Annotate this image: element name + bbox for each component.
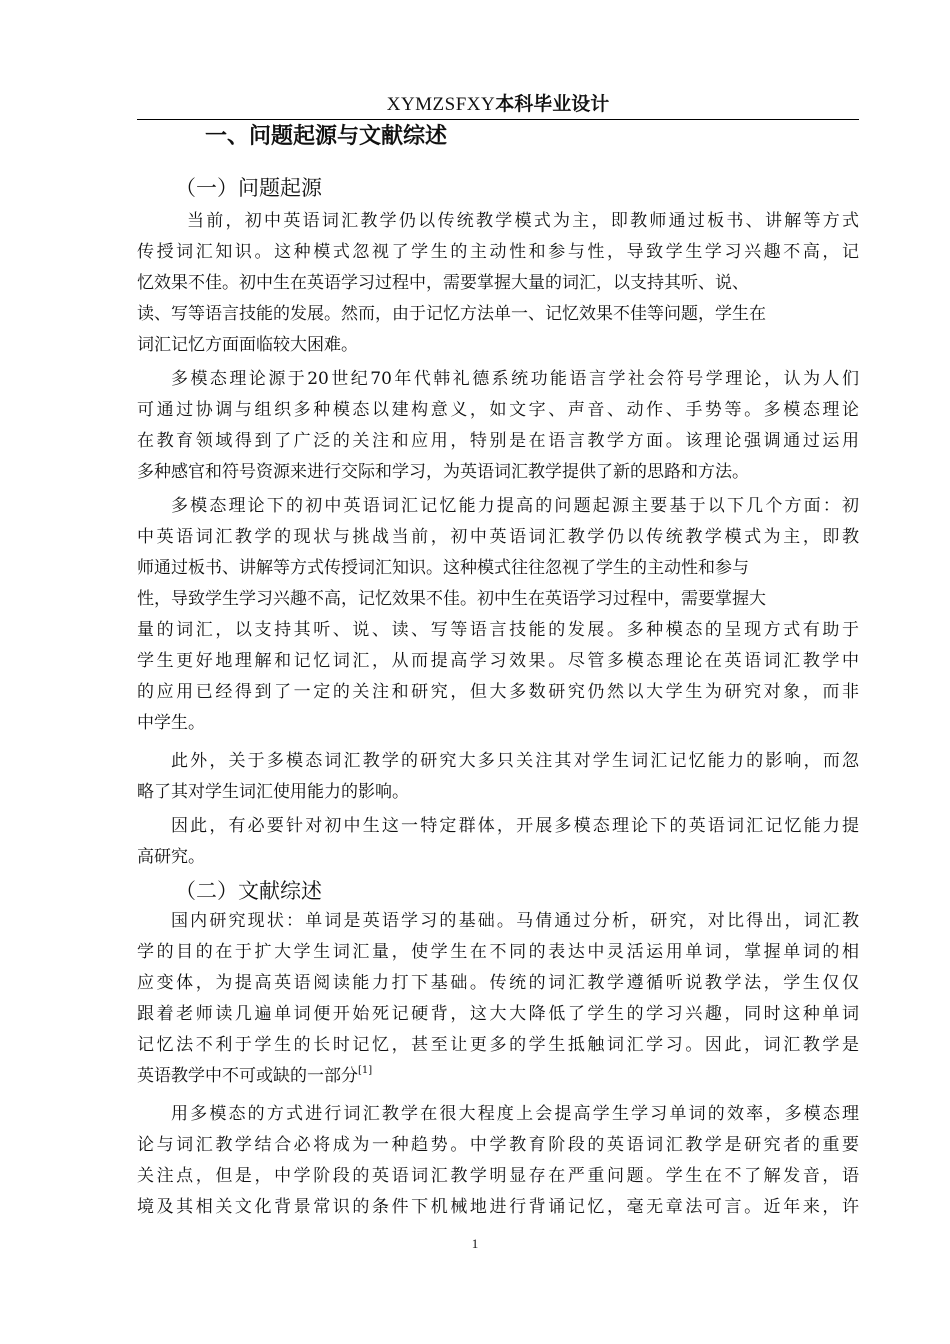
text-line: 论与词汇教学结合必将成为一种趋势。中学教育阶段的英语词汇教学是研究者的重要 xyxy=(137,1135,859,1155)
text-line: 因此，有必要针对初中生这一特定群体，开展多模态理论下的英语词汇记忆能力提 xyxy=(171,816,859,836)
paragraph-s1-p3 xyxy=(137,491,859,739)
text-line: 词汇记忆方面面临较大困难。 xyxy=(137,335,358,355)
text-line: 当前，初中英语词汇教学仍以传统教学模式为主，即教师通过板书、讲解等方式 xyxy=(187,211,859,231)
text-line: 中英语词汇教学的现状与挑战当前，初中英语词汇教学仍以传统教学模式为主，即教 xyxy=(137,527,859,547)
paragraph-s1-p2 xyxy=(137,364,859,488)
paragraph-s2-p2 xyxy=(137,1099,859,1223)
text-line: 多模态理论下的初中英语词汇记忆能力提高的问题起源主要基于以下几个方面：初 xyxy=(171,496,859,516)
text-line: 应变体，为提高英语阅读能力打下基础。传统的词汇教学遵循听说教学法，学生仅仅 xyxy=(137,973,859,993)
text-line-content: 英语教学中不可或缺的一部分 xyxy=(137,1066,358,1086)
page-header xyxy=(137,90,859,118)
text-line: 多模态理论源于20世纪70年代韩礼德系统功能语言学社会符号学理论，认为人们 xyxy=(171,369,859,389)
paragraph-s1-p4 xyxy=(137,746,859,808)
paragraph-s1-p1 xyxy=(137,206,859,361)
text-line: 此外，关于多模态词汇教学的研究大多只关注其对学生词汇记忆能力的影响，而忽 xyxy=(171,751,859,771)
paragraph-s2-p1 xyxy=(137,906,859,1092)
text-line: 学的目的在于扩大学生词汇量，使学生在不同的表达中灵活运用单词，掌握单词的相 xyxy=(137,942,859,962)
text-line: 在教育领域得到了广泛的关注和应用，特别是在语言教学方面。该理论强调通过运用 xyxy=(137,431,859,451)
header-latin: XYMZSFXY xyxy=(386,94,496,115)
text-line: 境及其相关文化背景常识的条件下机械地进行背诵记忆，毫无章法可言。近年来，许 xyxy=(137,1197,859,1217)
header-title: 本科毕业设计 xyxy=(495,93,610,115)
text-line: 的应用已经得到了一定的关注和研究，但大多数研究仍然以大学生为研究对象，而非 xyxy=(137,682,859,702)
section-heading-2: （二）文献综述 xyxy=(175,879,322,903)
text-line: 中学生。 xyxy=(137,713,205,733)
text-line: 量的词汇，以支持其听、说、读、写等语言技能的发展。多种模态的呈现方式有助于 xyxy=(137,620,859,640)
text-line: 高研究。 xyxy=(137,847,205,867)
chapter-heading: 一、问题起源与文献综述 xyxy=(205,124,448,149)
page-number: 1 xyxy=(471,1236,479,1251)
text-line: 国内研究现状：单词是英语学习的基础。马倩通过分析，研究，对比得出，词汇教 xyxy=(171,911,859,931)
text-line: 读、写等语言技能的发展。然而，由于记忆方法单一、记忆效果不佳等问题，学生在 xyxy=(137,304,766,324)
text-line: 学生更好地理解和记忆词汇，从而提高学习效果。尽管多模态理论在英语词汇教学中 xyxy=(137,651,859,671)
text-line: 记忆法不利于学生的长时记忆，甚至让更多的学生抵触词汇学习。因此，词汇教学是 xyxy=(137,1035,859,1055)
text-line: 关注点，但是，中学阶段的英语词汇教学明显存在严重问题。学生在不了解发音，语 xyxy=(137,1166,859,1186)
text-line: 用多模态的方式进行词汇教学在很大程度上会提高学生学习单词的效率，多模态理 xyxy=(171,1104,859,1124)
text-line: 忆效果不佳。初中生在英语学习过程中，需要掌握大量的词汇，以支持其听、说、 xyxy=(137,273,749,293)
text-line: 传授词汇知识。这种模式忽视了学生的主动性和参与性，导致学生学习兴趣不高，记 xyxy=(137,242,859,262)
paragraph-s1-p5 xyxy=(137,811,859,873)
text-line: 跟着老师读几遍单词便开始死记硬背，这大大降低了学生的学习兴趣，同时这种单词 xyxy=(137,1004,859,1024)
text-line: 多种感官和符号资源来进行交际和学习，为英语词汇教学提供了新的思路和方法。 xyxy=(137,462,749,482)
section-heading-1: （一）问题起源 xyxy=(175,176,322,200)
text-line: 可通过协调与组织多种模态以建构意义，如文字、声音、动作、手势等。多模态理论 xyxy=(137,400,859,420)
text-line xyxy=(137,1061,859,1092)
text-line: 略了其对学生词汇使用能力的影响。 xyxy=(137,782,409,802)
text-line: 性，导致学生学习兴趣不高，记忆效果不佳。初中生在英语学习过程中，需要掌握大 xyxy=(137,589,766,609)
citation-marker[interactable]: [1] xyxy=(358,1065,373,1077)
text-line: 师通过板书、讲解等方式传授词汇知识。这种模式往往忽视了学生的主动性和参与 xyxy=(137,558,749,578)
